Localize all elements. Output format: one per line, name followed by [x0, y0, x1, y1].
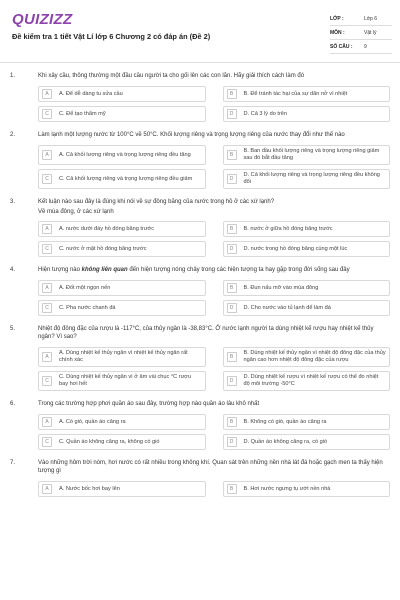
meta-value: 9: [364, 43, 367, 50]
option-text: B. Ban đầu khối lượng riêng và trọng lượng riêng giảm sau đó bắt đầu tăng: [243, 148, 380, 161]
answer-option-b[interactable]: [223, 145, 391, 165]
option-letter-box: A: [42, 150, 52, 160]
worksheet-title: Đề kiểm tra 1 tiết Vật Lí lớp 6 Chương 2 có đáp án (Đề 2): [12, 32, 211, 41]
option-letter-box: D: [227, 244, 237, 254]
answer-option-d[interactable]: [223, 371, 391, 391]
question-number: 2.: [10, 132, 16, 138]
option-letter-box: B: [227, 283, 237, 293]
option-text: B. Để tránh tác hại của sự dãn nở vì nhiệt: [243, 90, 348, 97]
answer-option-a[interactable]: [38, 481, 206, 497]
option-text: B. nước ở giữa hồ đóng băng trước: [243, 225, 333, 232]
meta-value: Lớp 6: [364, 15, 378, 22]
question-text: Vào những hôm trời nóm, hơi nước có rất nhiều trong không khí. Quan sát trên những nền nhà lát đá hoặc gạch men ta thấy hiện tượng gì: [38, 460, 383, 474]
answer-option-c[interactable]: [38, 300, 206, 316]
option-letter-box: B: [227, 417, 237, 427]
question-text-part: Hiện tượng nào: [38, 267, 82, 273]
answer-options: [38, 414, 390, 450]
meta-row-class: [330, 12, 392, 26]
answer-options: [38, 481, 390, 497]
question-head: [10, 459, 390, 475]
option-text: C. Cả khối lượng riêng và trọng lượng riêng đều giảm: [59, 175, 193, 182]
option-text: D. Quần áo không căng ra, có gió: [243, 438, 328, 445]
option-text: A. nước dưới đáy hồ đóng băng trước: [59, 225, 155, 232]
question-text: Trong các trường hợp phơi quần áo sau đây, trường hợp nào quần áo lâu khô nhất: [38, 401, 260, 407]
meta-key: MÔN :: [330, 29, 345, 36]
question-text: [38, 266, 390, 274]
meta-key: SỐ CÂU :: [330, 43, 353, 50]
question-number: 6.: [10, 401, 16, 407]
question-head: [10, 72, 390, 80]
answer-option-c[interactable]: [38, 434, 206, 450]
option-letter-box: C: [42, 376, 52, 386]
option-letter-box: B: [227, 484, 237, 494]
answer-option-b[interactable]: [223, 347, 391, 367]
answer-option-a[interactable]: [38, 86, 206, 102]
question-1: [0, 72, 400, 122]
option-letter-box: C: [42, 303, 52, 313]
option-letter-box: C: [42, 244, 52, 254]
meta-key: LỚP :: [330, 15, 344, 22]
option-letter-box: A: [42, 352, 52, 362]
option-letter-box: D: [227, 437, 237, 447]
question-number: 1.: [10, 73, 16, 79]
question-2: [0, 131, 400, 189]
question-text: Kết luận nào sau đây là đúng khi nói về sự đông băng của nước trong hồ ở các xứ lạnh?: [38, 199, 275, 205]
question-number: 3.: [10, 199, 16, 205]
answer-option-c[interactable]: [38, 169, 206, 189]
answer-option-c[interactable]: [38, 241, 206, 257]
question-head: [10, 325, 390, 341]
answer-options: [38, 86, 390, 122]
option-text: D. Cả 3 lý do trên: [243, 110, 288, 117]
worksheet-meta: [330, 12, 392, 54]
answer-option-b[interactable]: [223, 221, 391, 237]
answer-option-c[interactable]: [38, 106, 206, 122]
option-letter-box: B: [227, 352, 237, 362]
answer-option-c[interactable]: [38, 371, 206, 391]
option-text: A. Dùng nhiệt kế thủy ngân vì nhiệt kế thủy ngân rất chính xác: [59, 350, 188, 363]
option-text: C. Để tạo thẩm mỹ: [59, 110, 106, 117]
option-letter-box: C: [42, 174, 52, 184]
option-letter-box: C: [42, 437, 52, 447]
option-text: A. Nước bốc hơi bay lên: [59, 485, 120, 492]
question-number: 4.: [10, 267, 16, 273]
answer-option-b[interactable]: [223, 280, 391, 296]
quizizz-logo: QUIZIZZ: [12, 11, 73, 28]
option-text: D. Dùng nhiệt kế rượu vì nhiệt kế rượu có thể đo nhiệt độ môi trường -50°C: [243, 374, 379, 387]
option-letter-box: A: [42, 484, 52, 494]
option-text: A. Có gió, quần áo căng ra: [59, 418, 126, 425]
answer-option-a[interactable]: [38, 347, 206, 367]
question-head: [10, 400, 390, 408]
option-text: B. Hơi nước ngưng tụ ướt nền nhà: [243, 485, 331, 492]
question-3: [0, 198, 400, 257]
option-text: D. Cho nước vào tủ lạnh để làm đá: [243, 304, 331, 311]
question-4: [0, 266, 400, 316]
question-subtext: Về mùa đông, ở các xứ lạnh: [38, 209, 114, 215]
option-text: C. nước ở mặt hồ đóng băng trước: [59, 245, 147, 252]
option-text: A. Để dễ dàng tu sửa cầu: [59, 90, 123, 97]
question-head: [10, 198, 390, 206]
answer-option-d[interactable]: [223, 434, 391, 450]
answer-option-a[interactable]: [38, 221, 206, 237]
answer-option-d[interactable]: [223, 169, 391, 189]
option-letter-box: A: [42, 224, 52, 234]
question-5: [0, 325, 400, 391]
worksheet-header: [0, 0, 400, 63]
answer-options: [38, 221, 390, 257]
option-letter-box: C: [42, 109, 52, 119]
answer-option-b[interactable]: [223, 86, 391, 102]
answer-option-d[interactable]: [223, 241, 391, 257]
option-letter-box: A: [42, 283, 52, 293]
meta-row-subject: [330, 26, 392, 40]
question-head: [10, 131, 390, 139]
option-text: B. Dùng nhiệt kế thủy ngân vì nhiệt độ đông đặc của thủy ngân cao hơn nhiệt độ đông đặc của rượu: [243, 350, 386, 363]
option-letter-box: B: [227, 150, 237, 160]
option-letter-box: B: [227, 224, 237, 234]
question-text-emphasis: không liên quan: [81, 267, 128, 273]
option-text: C. Dùng nhiệt kế thủy ngân vì ở âm vài chục °C rượu bay hơi hết: [59, 374, 192, 387]
option-letter-box: D: [227, 174, 237, 184]
option-text: B. Đun nấu mỡ vào mùa đông: [243, 284, 319, 291]
answer-option-a[interactable]: [38, 280, 206, 296]
option-text: A. Đốt một ngọn nến: [59, 284, 111, 291]
option-letter-box: A: [42, 417, 52, 427]
question-text: Làm lạnh một lượng nước từ 100°C về 50°C. Khối lượng riêng và trọng lượng riêng của nước thay đổi như thế nào: [38, 132, 345, 138]
option-text: C. Pha nước chanh đá: [59, 304, 116, 311]
answer-options: [38, 347, 390, 391]
question-text-part: đến hiện tượng nóng chảy trong các hiện tượng ta hay gặp trong đời sống sau đây: [127, 267, 350, 273]
meta-value: Vật lý: [364, 29, 377, 36]
answer-option-d[interactable]: [223, 300, 391, 316]
option-text: D. nước trong hồ đóng băng cùng một lúc: [243, 245, 348, 252]
question-head: [10, 266, 390, 274]
question-7: [0, 459, 400, 497]
question-number: 7.: [10, 460, 16, 466]
option-text: A. Cả khối lượng riêng và trọng lượng riêng đều tăng: [59, 151, 191, 158]
option-letter-box: D: [227, 109, 237, 119]
answer-option-d[interactable]: [223, 106, 391, 122]
answer-option-a[interactable]: [38, 414, 206, 430]
question-list: [0, 72, 400, 506]
meta-row-count: [330, 40, 392, 54]
question-6: [0, 400, 400, 450]
answer-option-b[interactable]: [223, 414, 391, 430]
option-letter-box: A: [42, 89, 52, 99]
option-letter-box: B: [227, 89, 237, 99]
option-letter-box: D: [227, 376, 237, 386]
option-text: C. Quần áo không căng ra, không có gió: [59, 438, 160, 445]
question-text: Nhiệt độ đông đặc của rượu là -117°C, của thủy ngân là -38,83°C. Ở nước lạnh người ta dùng nhiệt kế rượu hay nhiệt kế thủy ngân? Vì sao?: [38, 326, 374, 340]
question-text: Khi xây cầu, thông thường một đầu cầu người ta cho gối lên các con lăn. Hãy giải thích cách làm đó: [38, 73, 305, 79]
option-text: B. Không có gió, quần áo căng ra: [243, 418, 327, 425]
option-letter-box: D: [227, 303, 237, 313]
answer-options: [38, 280, 390, 316]
question-number: 5.: [10, 326, 16, 332]
option-text: D. Cả khối lượng riêng và trọng lượng riêng đều không đổi: [243, 172, 380, 185]
answer-option-b[interactable]: [223, 481, 391, 497]
answer-options: [38, 145, 390, 189]
answer-option-a[interactable]: [38, 145, 206, 165]
